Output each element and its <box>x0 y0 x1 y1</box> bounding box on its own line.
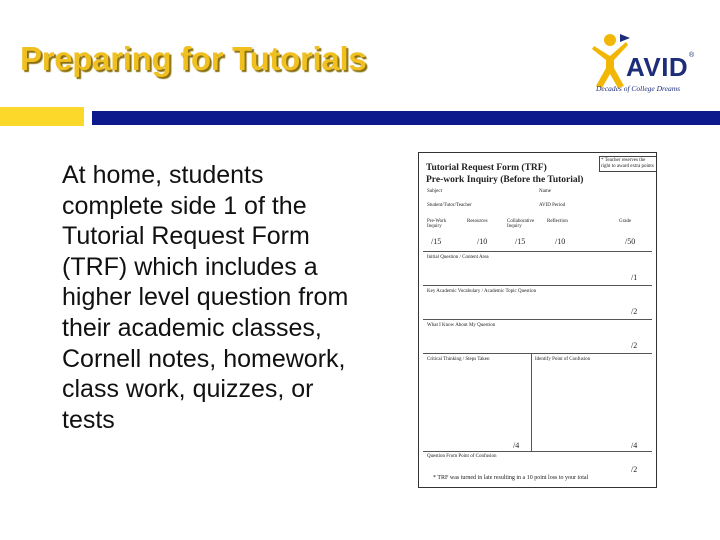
form-note: * Teacher reserves the right to award extra points <box>599 156 657 172</box>
avid-logo <box>590 30 700 98</box>
col-grade: Grade <box>619 219 632 224</box>
field-period: AVID Period <box>539 203 566 208</box>
row-score: /2 <box>631 465 638 474</box>
body-paragraph: At home, students complete side 1 of the Tutorial Request Form (TRF) which includes a higher level question from their academic classes, Cornell notes, homework, class work, quizzes, or tests <box>62 161 349 434</box>
col-prework: Pre-Work Inquiry <box>427 219 447 229</box>
divider <box>423 353 652 354</box>
form-footer: * TRF was turned in late resulting in a 10 point loss to your total <box>433 475 589 481</box>
col-resources: Resources <box>467 219 488 224</box>
row-label: What I Know About My Question <box>427 323 496 328</box>
divider <box>423 451 652 452</box>
row-score: /4 <box>631 441 638 450</box>
row-score: /2 <box>631 307 638 316</box>
logo-wordmark: AVID <box>626 52 689 82</box>
trf-form-thumbnail <box>418 152 657 488</box>
field-role: Student/Tutor/Teacher <box>427 203 472 208</box>
row-label: Initial Question / Content Area <box>427 255 489 260</box>
score-prework: /15 <box>431 237 442 246</box>
row-label: Identify Point of Confusion <box>535 357 591 362</box>
score-reflection: /10 <box>555 237 566 246</box>
row-score: /2 <box>631 341 638 350</box>
divider <box>423 251 652 252</box>
form-subtitle: Pre-work Inquiry (Before the Tutorial) <box>426 175 584 185</box>
row-label: Critical Thinking / Steps Taken <box>427 357 490 362</box>
row-label: Key Academic Vocabulary / Academic Topic Question <box>427 289 537 294</box>
registered-mark: ® <box>689 52 695 59</box>
col-reflection: Reflection <box>547 219 568 224</box>
divider <box>423 319 652 320</box>
slide-title: Preparing for Tutorials <box>20 40 367 77</box>
divider <box>423 285 652 286</box>
field-subject: Subject <box>427 189 442 194</box>
score-collab: /15 <box>515 237 526 246</box>
row-label: Question From Point of Confusion <box>427 454 497 459</box>
row-score: /1 <box>631 273 638 282</box>
row-score: /4 <box>513 441 520 450</box>
col-collab: Collaborative Inquiry <box>507 219 535 229</box>
score-grade: /50 <box>625 237 636 246</box>
accent-bar-navy <box>92 111 720 125</box>
logo-tagline: Decades of College Dreams <box>596 84 681 93</box>
column-divider <box>531 353 532 451</box>
figure-icon <box>590 32 630 88</box>
score-resources: /10 <box>477 237 488 246</box>
accent-bar-yellow <box>0 107 84 126</box>
field-name: Name <box>539 189 551 194</box>
form-title: Tutorial Request Form (TRF) <box>426 163 547 173</box>
